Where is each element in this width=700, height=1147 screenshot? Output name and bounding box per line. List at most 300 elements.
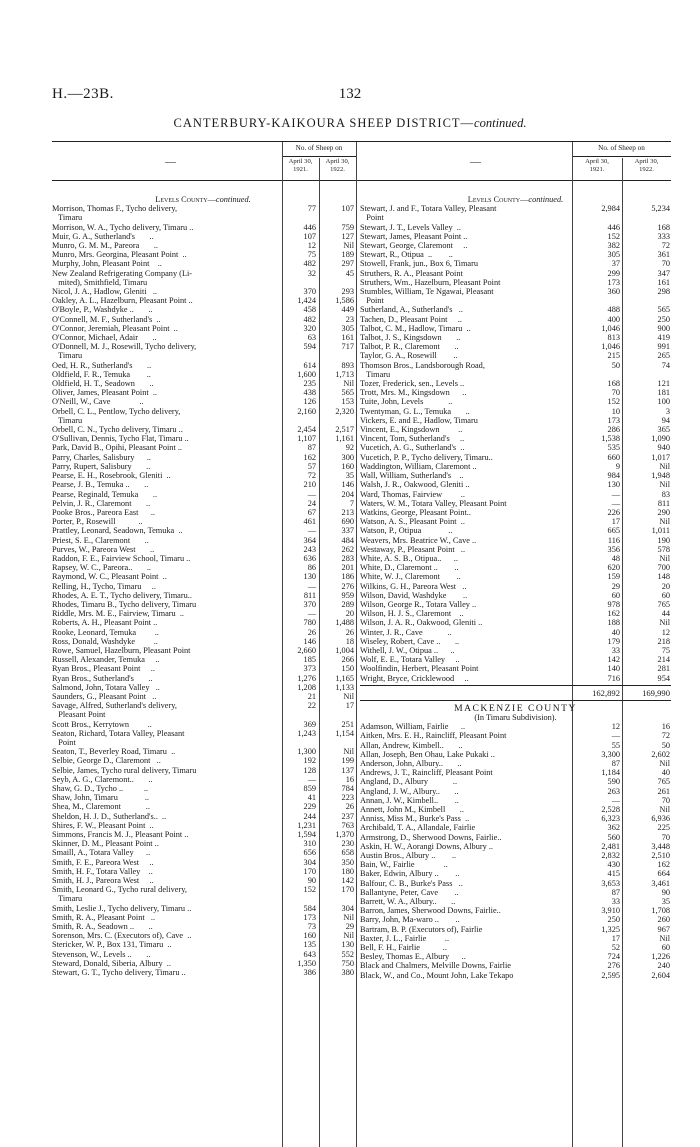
owner-name: Ross, Donald, Washdyke .. bbox=[52, 636, 158, 646]
table-row bbox=[360, 269, 671, 278]
sheep-1922-value: 784 bbox=[341, 784, 354, 793]
table-row bbox=[360, 851, 671, 860]
table-row bbox=[360, 591, 671, 600]
sheep-1922-value: 658 bbox=[341, 848, 354, 858]
owner-name: Salmond, John, Totara Valley .. bbox=[52, 682, 160, 692]
sheep-1921-value: — bbox=[307, 489, 316, 499]
sheep-1922-value: 380 bbox=[341, 968, 354, 978]
owner-name: Raymond, W. C., Pleasant Point .. bbox=[52, 572, 167, 582]
owner-name: Point bbox=[360, 213, 384, 223]
sheep-1921-value: — bbox=[307, 609, 316, 619]
table-row bbox=[52, 554, 354, 563]
owner-name: Talbot, P. R., Claremont .. bbox=[360, 342, 459, 352]
sheep-1921-value: 33 bbox=[611, 645, 620, 655]
sheep-1922-value: 16 bbox=[345, 774, 354, 784]
sheep-1922-value: 7 bbox=[349, 498, 354, 508]
sheep-1922-value: 2,320 bbox=[335, 406, 354, 416]
sheep-1921-value: 55 bbox=[611, 740, 620, 750]
sheep-1922-value: 959 bbox=[341, 590, 354, 600]
sheep-1922-value: 750 bbox=[341, 958, 354, 968]
table-row bbox=[360, 526, 671, 535]
sheep-1921-value: 152 bbox=[607, 231, 620, 241]
sheep-1921-value: 244 bbox=[303, 811, 316, 821]
table-row bbox=[52, 720, 354, 729]
owner-name: Prattley, Leonard, Seadown, Temuka .. bbox=[52, 526, 183, 536]
table-row bbox=[52, 830, 354, 839]
sheep-1922-value: 218 bbox=[657, 636, 670, 646]
sheep-1921-value: 716 bbox=[607, 673, 620, 683]
owner-name: O'Sullivan, Dennis, Tycho Flat, Timaru .. bbox=[52, 434, 189, 444]
sheep-1922-value: Nil bbox=[343, 747, 354, 757]
sheep-1922-value: 350 bbox=[341, 857, 354, 867]
owner-name: Allan, Joseph, Ben Ohau, Lake Pukaki .. bbox=[360, 749, 495, 759]
sheep-1922-value: 297 bbox=[341, 259, 354, 269]
owner-name: Waddington, William, Claremont .. bbox=[360, 461, 477, 471]
owner-name: Relling, H., Tycho, Timaru .. bbox=[52, 581, 156, 591]
table-row bbox=[360, 453, 671, 462]
table-row bbox=[360, 628, 671, 637]
sheep-1921-value: 620 bbox=[607, 563, 620, 573]
owner-name: Parry, Charles, Salisbury .. bbox=[52, 452, 152, 462]
sheep-1921-value: 60 bbox=[611, 590, 620, 600]
sheep-1921-value: 48 bbox=[611, 553, 620, 563]
sheep-1921-value: 482 bbox=[303, 314, 316, 324]
owner-name: Watson, P., Otipua .. bbox=[360, 526, 453, 536]
section-heading bbox=[52, 195, 354, 204]
owner-name: Oakley, A. L., Hazelburn, Pleasant Point .. bbox=[52, 296, 193, 306]
table-row bbox=[360, 278, 671, 287]
owner-name: Point bbox=[360, 296, 384, 306]
table-row bbox=[360, 287, 671, 296]
sheep-1921-value: 67 bbox=[307, 507, 316, 517]
owner-name: White, A. S. B., Otipua.. .. bbox=[360, 553, 458, 563]
sheep-1922-value: 83 bbox=[661, 489, 670, 499]
sheep-1921-value: 643 bbox=[303, 949, 316, 959]
right-sheep-header: No. of Sheep on bbox=[572, 144, 671, 157]
sheep-1921-value: 250 bbox=[607, 915, 620, 925]
sheep-1921-value: 400 bbox=[607, 314, 620, 324]
table-row bbox=[52, 968, 354, 977]
sheep-1922-value: 3,461 bbox=[651, 878, 670, 888]
owner-name: Timaru bbox=[52, 351, 83, 361]
sheep-1922-value: 148 bbox=[657, 572, 670, 582]
table-row bbox=[360, 305, 671, 314]
sheep-1922-value: 759 bbox=[341, 222, 354, 232]
sheep-1922-value: 142 bbox=[341, 876, 354, 886]
table-row bbox=[360, 805, 671, 814]
sheep-1922-value: 237 bbox=[341, 811, 354, 821]
sheep-1922-value: 289 bbox=[341, 599, 354, 609]
sheep-1922-value: 26 bbox=[345, 627, 354, 637]
sheep-1922-value: 293 bbox=[341, 287, 354, 297]
sheep-1921-value: 173 bbox=[303, 912, 316, 922]
sheep-1921-value: 461 bbox=[303, 517, 316, 527]
sheep-1922-value: 225 bbox=[657, 823, 670, 833]
owner-name: Thomson Bros., Landsborough Road, bbox=[360, 360, 485, 370]
page-title-main: CANTERBURY-KAIKOURA SHEEP DISTRICT— bbox=[173, 116, 475, 130]
right-column-header bbox=[357, 142, 671, 181]
right-year-1921: April 30, 1921. bbox=[585, 158, 609, 173]
sheep-1921-value: 364 bbox=[303, 535, 316, 545]
table-row bbox=[360, 925, 671, 934]
owner-name: O'Connor, Jeremiah, Pleasant Point .. bbox=[52, 323, 178, 333]
owner-name: Walsh, J. R., Oakwood, Gleniti .. bbox=[360, 480, 470, 490]
sheep-1922-value: 261 bbox=[657, 786, 670, 796]
sheep-1922-value: 717 bbox=[341, 342, 354, 352]
table-row bbox=[52, 646, 354, 655]
sheep-1922-value: 1,226 bbox=[651, 952, 670, 962]
sheep-1922-value: 700 bbox=[657, 563, 670, 573]
sheep-1922-value: 29 bbox=[345, 922, 354, 932]
sheep-1921-value: 535 bbox=[607, 443, 620, 453]
owner-name: White, D., Claremont .. .. bbox=[360, 563, 459, 573]
sheep-1922-value: 240 bbox=[657, 961, 670, 971]
table-row bbox=[360, 563, 671, 572]
sheep-1921-value: 210 bbox=[303, 480, 316, 490]
sheep-1921-value: 215 bbox=[607, 351, 620, 361]
sheep-1922-value: 251 bbox=[341, 719, 354, 729]
table-row bbox=[52, 471, 354, 480]
right-name-header: — bbox=[470, 156, 481, 168]
sheep-1921-value: 168 bbox=[607, 379, 620, 389]
owner-name: Adamson, William, Fairlie .. bbox=[360, 722, 466, 732]
sheep-1922-value: 361 bbox=[657, 250, 670, 260]
owner-name: Sheldon, H. J. D., Sutherland's.. .. bbox=[52, 811, 167, 821]
table-row bbox=[52, 904, 354, 913]
table-row bbox=[360, 462, 671, 471]
owner-name: Vincent, E., Kingsdown .. bbox=[360, 425, 463, 435]
sheep-1921-value: 1,231 bbox=[297, 820, 316, 830]
sheep-1921-value: 859 bbox=[303, 784, 316, 793]
owner-name: Stowell, Frank, jun., Box 6, Timaru bbox=[360, 259, 479, 269]
owner-name: Armstrong, D., Sherwood Downs, Fairlie.. bbox=[360, 832, 502, 842]
owner-name: Shea, M., Claremont .. bbox=[52, 802, 150, 812]
owner-name: Angland, D., Albury .. bbox=[360, 777, 458, 787]
sheep-1921-value: — bbox=[307, 581, 316, 591]
owner-name: Orbell, C. L., Pentlow, Tycho delivery, bbox=[52, 406, 181, 416]
table-row bbox=[52, 545, 354, 554]
sheep-1922-value: 121 bbox=[657, 379, 670, 389]
sheep-1921-value: 356 bbox=[607, 544, 620, 554]
sheep-1921-value: 811 bbox=[303, 590, 316, 600]
table-row bbox=[360, 731, 671, 740]
table-row bbox=[360, 370, 671, 379]
sheep-1922-value: 565 bbox=[341, 388, 354, 398]
sheep-1922-value: 690 bbox=[341, 517, 354, 527]
table-row bbox=[360, 416, 671, 425]
table-row bbox=[52, 784, 354, 793]
sheep-1921-value: 360 bbox=[607, 287, 620, 297]
owner-name: Archibald, T. A., Allandale, Fairlie bbox=[360, 823, 476, 833]
owner-name: Stewart, J. and F., Totara Valley, Pleasant bbox=[360, 204, 497, 214]
owner-name: Morrison, Thomas F., Tycho delivery, bbox=[52, 204, 178, 214]
table-row bbox=[52, 490, 354, 499]
table-row bbox=[52, 305, 354, 314]
sheep-1921-value: 173 bbox=[607, 415, 620, 425]
sheep-1922-value: 765 bbox=[657, 599, 670, 609]
sheep-1922-value: Nil bbox=[659, 480, 670, 490]
sheep-1922-value: 281 bbox=[657, 664, 670, 674]
table-row bbox=[360, 315, 671, 324]
table-row bbox=[360, 508, 671, 517]
sheep-1921-value: 2,984 bbox=[601, 204, 620, 214]
sheep-1921-value: 24 bbox=[307, 498, 316, 508]
table-row bbox=[360, 952, 671, 961]
sheep-1921-value: 446 bbox=[303, 222, 316, 232]
sheep-1922-value: 100 bbox=[657, 397, 670, 407]
sheep-1921-value: 286 bbox=[607, 425, 620, 435]
owner-name: Barron, James, Sherwood Downs, Fairlie.. bbox=[360, 906, 501, 916]
sheep-1921-value: 128 bbox=[303, 765, 316, 775]
sheep-1922-value: 161 bbox=[657, 277, 670, 287]
table-row bbox=[52, 913, 354, 922]
sheep-1921-value: 75 bbox=[307, 250, 316, 260]
owner-name: Munro, G. M. M., Pareora .. bbox=[52, 241, 159, 251]
owner-name: Pearse, Reginald, Temuka .. bbox=[52, 489, 158, 499]
sheep-1921-value: 135 bbox=[303, 940, 316, 950]
sheep-1922-value: 300 bbox=[341, 452, 354, 462]
left-name-header: — bbox=[165, 156, 176, 168]
table-row bbox=[52, 683, 354, 692]
table-row bbox=[360, 796, 671, 805]
sheep-1921-value: 2,595 bbox=[601, 970, 620, 980]
owner-name: Wall, William, Sutherland's .. bbox=[360, 471, 464, 481]
owner-name: Wilson, David, Washdyke .. bbox=[360, 590, 468, 600]
owner-name: Stevenson, W., Levels .. .. bbox=[52, 949, 151, 959]
table-row bbox=[360, 750, 671, 759]
sheep-1922-value: 74 bbox=[661, 360, 670, 370]
table-row bbox=[360, 664, 671, 673]
table-row bbox=[360, 425, 671, 434]
table-row bbox=[52, 342, 354, 351]
sheep-1922-value: 6,936 bbox=[651, 814, 670, 824]
owner-name: Andrews, J. T., Raincliff, Pleasant Point bbox=[360, 768, 493, 778]
sheep-1922-value: 20 bbox=[661, 581, 670, 591]
owner-name: Baxter, J. L., Fairlie .. bbox=[360, 933, 450, 943]
table-row bbox=[52, 692, 354, 701]
table-row bbox=[52, 213, 354, 222]
left-year-1921: April 30, 1921. bbox=[288, 158, 313, 173]
owner-name: Oldfield, F. R., Temuka .. bbox=[52, 369, 151, 379]
sheep-1921-value: — bbox=[611, 731, 620, 741]
sheep-1921-value: 594 bbox=[303, 342, 316, 352]
sheep-1922-value: 70 bbox=[661, 832, 670, 842]
right-column bbox=[360, 195, 671, 980]
owner-name: Ward, Thomas, Fairview .. bbox=[360, 489, 465, 499]
sheep-1922-value: 565 bbox=[657, 305, 670, 315]
table-row bbox=[52, 618, 354, 627]
sheep-1921-value: 2,481 bbox=[601, 841, 620, 851]
owner-name: Vucetich, A. G., Sutherland's .. bbox=[360, 443, 465, 453]
sheep-1922-value: 35 bbox=[661, 897, 670, 907]
table-row bbox=[52, 812, 354, 821]
owner-name: Aitken, Mrs. E. H., Raincliff, Pleasant Point bbox=[360, 731, 507, 741]
sheep-1921-value: 373 bbox=[303, 664, 316, 674]
sheep-1921-value: 1,600 bbox=[297, 369, 316, 379]
table-row bbox=[360, 471, 671, 480]
sheep-1922-value: 26 bbox=[345, 802, 354, 812]
table-row bbox=[360, 223, 671, 232]
sheep-1921-value: 21 bbox=[307, 691, 316, 701]
table-row bbox=[52, 333, 354, 342]
sheep-1922-value: 204 bbox=[341, 489, 354, 499]
sheep-1921-value: 978 bbox=[607, 599, 620, 609]
sheep-1921-value: 160 bbox=[303, 931, 316, 941]
sheep-1922-value: 337 bbox=[341, 526, 354, 536]
sheep-1922-value: 266 bbox=[341, 655, 354, 665]
table-row bbox=[52, 628, 354, 637]
table-row bbox=[52, 950, 354, 959]
table-row bbox=[360, 759, 671, 768]
table-row bbox=[52, 959, 354, 968]
sheep-1921-value: 458 bbox=[303, 305, 316, 315]
sheep-1922-value: 44 bbox=[661, 609, 670, 619]
sheep-1921-value: 2,454 bbox=[297, 425, 316, 435]
table-row bbox=[360, 888, 671, 897]
sheep-1922-value: 276 bbox=[341, 581, 354, 591]
table-row bbox=[52, 269, 354, 278]
table-row bbox=[52, 287, 354, 296]
owner-name: Rapsey, W. C., Pareora.. .. bbox=[52, 563, 152, 573]
owner-name: Withell, J. W., Otipua .. .. bbox=[360, 645, 455, 655]
owner-name: Annan, J. W., Kimbell.. .. bbox=[360, 795, 459, 805]
table-row bbox=[52, 508, 354, 517]
table-row bbox=[360, 869, 671, 878]
table-row bbox=[360, 961, 671, 970]
owner-name: Besley, Thomas E., Albury .. bbox=[360, 952, 466, 962]
owner-name: Talbot, C. M., Hadlow, Timaru .. bbox=[360, 323, 471, 333]
table-row bbox=[52, 351, 354, 360]
table-row bbox=[52, 296, 354, 305]
owner-name: Rhodes, A. E. T., Tycho delivery, Timaru.. bbox=[52, 590, 192, 600]
table-row bbox=[52, 775, 354, 784]
owner-name: New Zealand Refrigerating Company (Li- bbox=[52, 268, 193, 278]
left-column-header bbox=[52, 142, 356, 181]
owner-name: Smith, F. E., Pareora West .. bbox=[52, 857, 154, 867]
sheep-1921-value: 2,160 bbox=[297, 406, 316, 416]
sheep-1922-value: 186 bbox=[341, 572, 354, 582]
table-row bbox=[52, 361, 354, 370]
sheep-1922-value: 283 bbox=[341, 553, 354, 563]
sheep-1921-value: 87 bbox=[611, 887, 620, 897]
owner-name: Riddle, Mrs. M. E., Fairview, Timaru .. bbox=[52, 609, 184, 619]
sheep-1922-value: 170 bbox=[341, 885, 354, 895]
sheep-1922-value: 45 bbox=[345, 268, 354, 278]
sheep-1921-value: 90 bbox=[307, 876, 316, 886]
left-column bbox=[52, 195, 354, 977]
sheep-1921-value: 86 bbox=[307, 563, 316, 573]
sheep-1922-value: 189 bbox=[341, 250, 354, 260]
owner-name: Vincent, Tom, Sutherland's .. bbox=[360, 434, 465, 444]
owner-name: O'Connell, M. F., Sutherland's .. bbox=[52, 314, 161, 324]
table-row bbox=[52, 223, 354, 232]
sheep-1922-value: Nil bbox=[659, 933, 670, 943]
sheep-1922-value: 3,448 bbox=[651, 841, 670, 851]
sheep-1921-value: 146 bbox=[303, 636, 316, 646]
table-row bbox=[52, 867, 354, 876]
table-row bbox=[52, 278, 354, 287]
owner-name: White, W. J., Claremont .. bbox=[360, 572, 461, 582]
page-title bbox=[0, 116, 700, 131]
sheep-1922-value: 162 bbox=[657, 860, 670, 870]
table-row bbox=[360, 379, 671, 388]
table-row bbox=[360, 554, 671, 563]
sheep-1921-value: 243 bbox=[303, 544, 316, 554]
owner-name: Pleasant Point bbox=[52, 710, 106, 720]
table-row bbox=[360, 536, 671, 545]
sheep-1922-value: Nil bbox=[659, 805, 670, 814]
owner-name: Pearse, J. B., Temuka .. .. bbox=[52, 480, 149, 490]
owner-name: Vickers, E. and E., Hadlow, Timaru bbox=[360, 415, 478, 425]
sheep-1921-value: 1,350 bbox=[297, 958, 316, 968]
sheep-1921-value: 369 bbox=[303, 719, 316, 729]
owner-name: Stewart, George, Claremont .. bbox=[360, 241, 468, 251]
sheep-1921-value: 140 bbox=[607, 664, 620, 674]
sheep-1922-value: 20 bbox=[345, 609, 354, 619]
sheep-1921-value: 37 bbox=[611, 259, 620, 269]
sheep-1922-value: 304 bbox=[341, 903, 354, 913]
sheep-1922-value: 213 bbox=[341, 507, 354, 517]
sheep-1921-value: 590 bbox=[607, 777, 620, 787]
sheep-1922-value: 1,948 bbox=[651, 471, 670, 481]
owner-name: Talbot, J. S., Kingsdown .. bbox=[360, 333, 461, 343]
owner-name: Smith, H. F., Totara Valley .. bbox=[52, 866, 153, 876]
sheep-1921-value: 304 bbox=[303, 857, 316, 867]
table-row bbox=[360, 545, 671, 554]
sheep-1922-value: 1,133 bbox=[335, 682, 354, 692]
sheep-1922-value: 1,017 bbox=[651, 452, 670, 462]
table-row bbox=[52, 379, 354, 388]
sheep-1921-value: 57 bbox=[307, 461, 316, 471]
sheep-1921-value: 2,832 bbox=[601, 851, 620, 861]
table-row bbox=[52, 821, 354, 830]
table-row bbox=[360, 213, 671, 222]
sheep-1921-value: — bbox=[611, 489, 620, 499]
table-row bbox=[52, 876, 354, 885]
owner-name: Scott Bros., Kerrytown .. bbox=[52, 719, 152, 729]
sheep-1921-value: 310 bbox=[303, 839, 316, 849]
owner-name: Simmons, Francis M. J., Pleasant Point .. bbox=[52, 830, 189, 840]
owner-name: Weavers, Mrs. Beatrice W., Cave .. bbox=[360, 535, 477, 545]
sheep-1922-value: 1,370 bbox=[335, 830, 354, 840]
sheep-1921-value: 40 bbox=[611, 627, 620, 637]
owner-name: O'Boyle, P., Washdyke .. .. bbox=[52, 305, 153, 315]
sheep-1921-value: 636 bbox=[303, 553, 316, 563]
sheep-1921-value: 1,424 bbox=[297, 296, 316, 306]
owner-name: Russell, Alexander, Temuka .. bbox=[52, 655, 160, 665]
sheep-1922-value: 2,510 bbox=[651, 851, 670, 861]
section-heading-continued: continued. bbox=[528, 195, 564, 204]
sheep-1922-value: 260 bbox=[657, 915, 670, 925]
table-row bbox=[52, 637, 354, 646]
sheep-1921-value: 1,594 bbox=[297, 830, 316, 840]
left-sheep-header: No. of Sheep on bbox=[282, 144, 356, 157]
table-row bbox=[360, 333, 671, 342]
sheep-1921-value: 226 bbox=[607, 507, 620, 517]
table-row bbox=[52, 563, 354, 572]
sheep-1922-value: 40 bbox=[661, 768, 670, 778]
sheep-1921-value: 52 bbox=[611, 943, 620, 953]
table-row bbox=[52, 664, 354, 673]
sheep-1921-value: 656 bbox=[303, 848, 316, 858]
table-row bbox=[360, 351, 671, 360]
owner-name: Austin Bros., Albury .. .. bbox=[360, 851, 457, 861]
owner-name: Seaton, Richard, Totara Valley, Pleasant bbox=[52, 728, 185, 738]
sheep-1921-value: 1,276 bbox=[297, 673, 316, 683]
total-row bbox=[360, 685, 671, 701]
sheep-1922-value: Nil bbox=[343, 379, 354, 389]
owner-name: Stewart, James, Pleasant Point .. bbox=[360, 231, 468, 241]
